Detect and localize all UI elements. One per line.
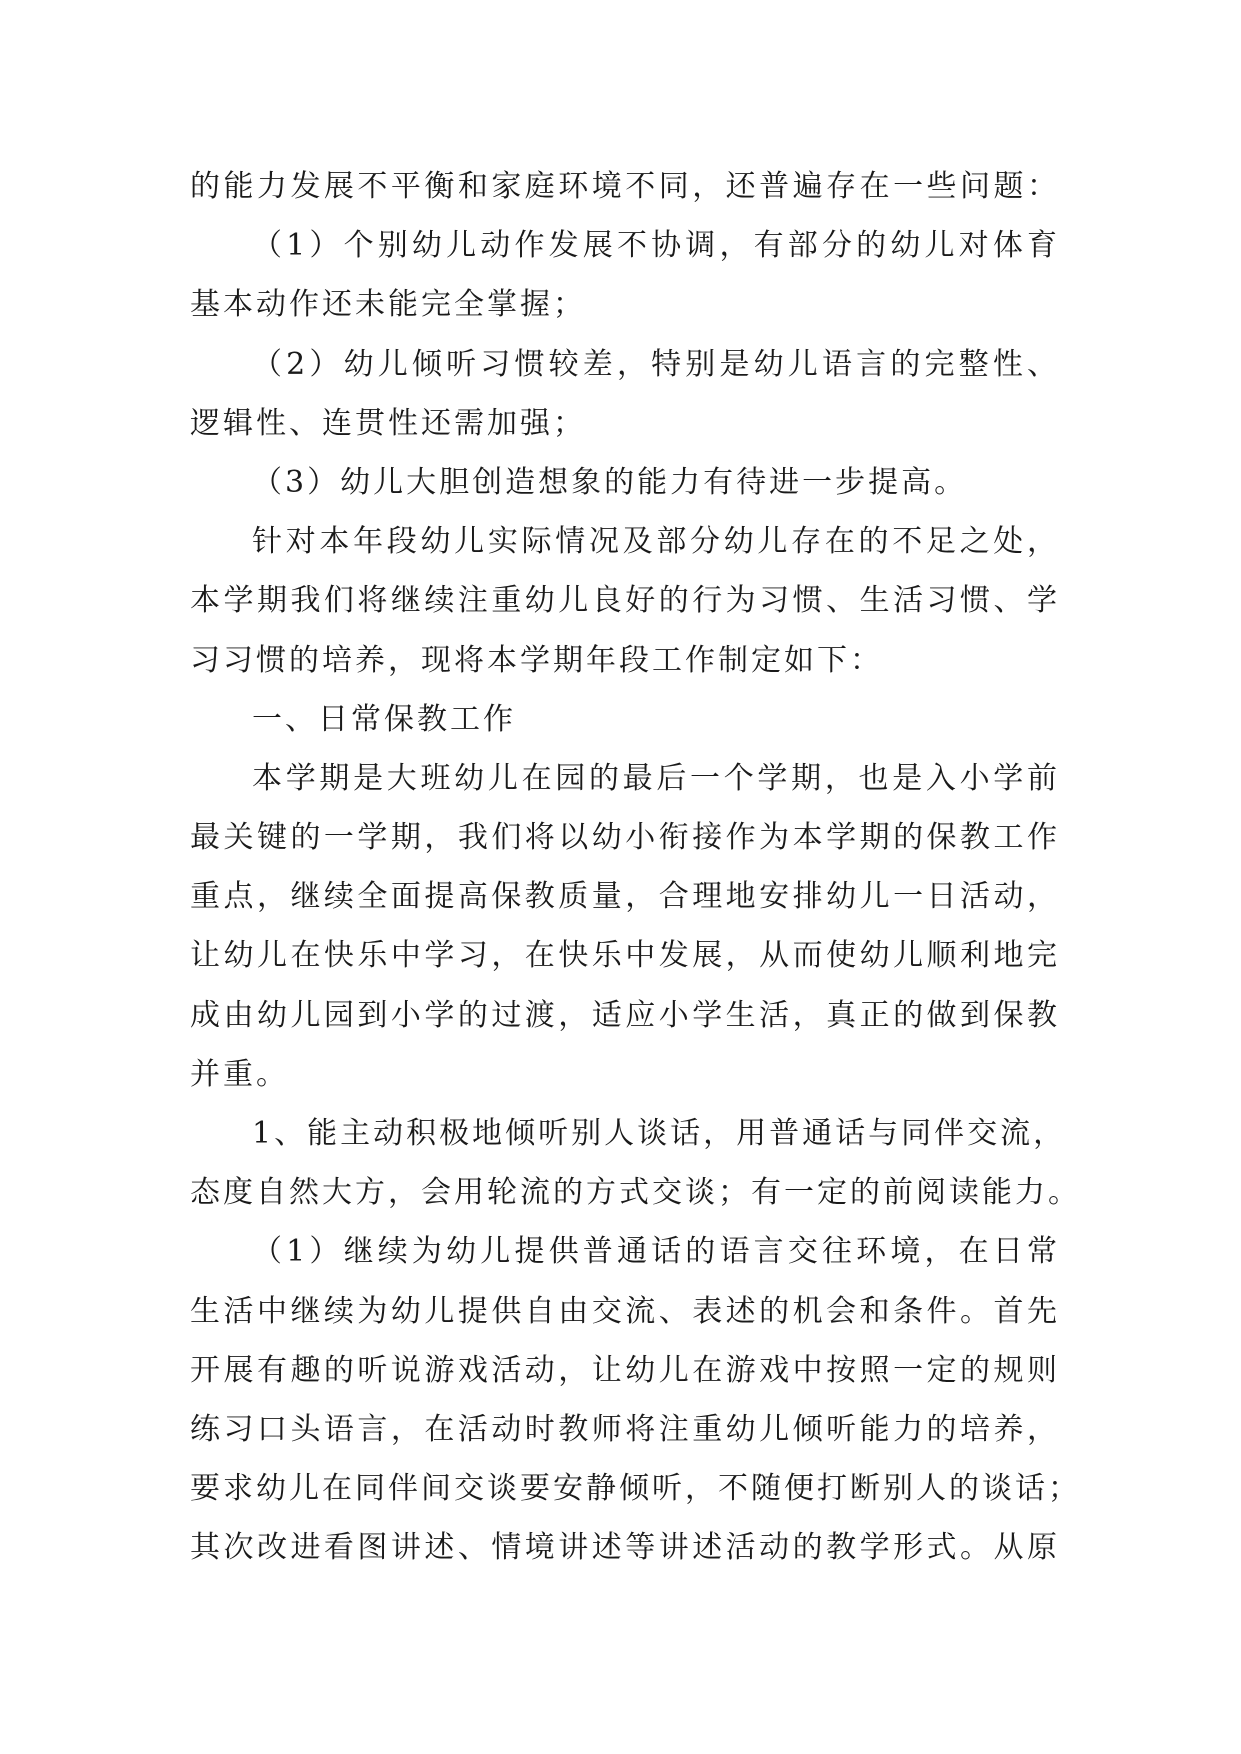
text-line: 针对本年段幼儿实际情况及部分幼儿存在的不足之处，: [252, 524, 1060, 560]
text-line: 练习口头语言，在活动时教师将注重幼儿倾听能力的培养，: [190, 1411, 1060, 1447]
text-line: 态度自然大方，会用轮流的方式交谈；有一定的前阅读能力。: [190, 1175, 1081, 1211]
text-line: 让幼儿在快乐中学习，在快乐中发展，从而使幼儿顺利地完: [190, 938, 1060, 974]
text-line: 习习惯的培养，现将本学期年段工作制定如下：: [190, 642, 883, 678]
text-line: 生活中继续为幼儿提供自由交流、表述的机会和条件。首先: [190, 1293, 1060, 1329]
text-line: 要求幼儿在同伴间交谈要安静倾听，不随便打断别人的谈话；: [190, 1471, 1081, 1507]
text-line: 的能力发展不平衡和家庭环境不同，还普遍存在一些问题：: [190, 169, 1060, 204]
text-line: （2）幼儿倾听习惯较差，特别是幼儿语言的完整性、: [252, 346, 1060, 382]
text-line: 开展有趣的听说游戏活动，让幼儿在游戏中按照一定的规则: [190, 1352, 1060, 1388]
text-line: 最关键的一学期，我们将以幼小衔接作为本学期的保教工作: [190, 820, 1060, 856]
text-line: 本学期我们将继续注重幼儿良好的行为习惯、生活习惯、学: [190, 583, 1060, 619]
text-line: （1）继续为幼儿提供普通话的语言交往环境，在日常: [252, 1234, 1060, 1270]
text-line: 基本动作还未能完全掌握；: [190, 287, 586, 323]
text-line: 逻辑性、连贯性还需加强；: [190, 405, 586, 441]
text-line: 成由幼儿园到小学的过渡，适应小学生活，真正的做到保教: [190, 997, 1060, 1033]
text-line: 其次改进看图讲述、情境讲述等讲述活动的教学形式。从原: [190, 1530, 1060, 1566]
text-line: 本学期是大班幼儿在园的最后一个学期，也是入小学前: [252, 760, 1060, 796]
text-line: 并重。: [190, 1056, 289, 1092]
text-line: （1）个别幼儿动作发展不协调，有部分的幼儿对体育: [252, 228, 1060, 264]
text-line: （3）幼儿大胆创造想象的能力有待进一步提高。: [252, 464, 968, 500]
text-line: 1、能主动积极地倾听别人谈话，用普通话与同伴交流，: [252, 1116, 1067, 1151]
section-heading: 一、日常保教工作: [252, 701, 516, 737]
text-line: 重点，继续全面提高保教质量，合理地安排幼儿一日活动，: [190, 879, 1060, 915]
document-body: [190, 157, 1081, 1578]
